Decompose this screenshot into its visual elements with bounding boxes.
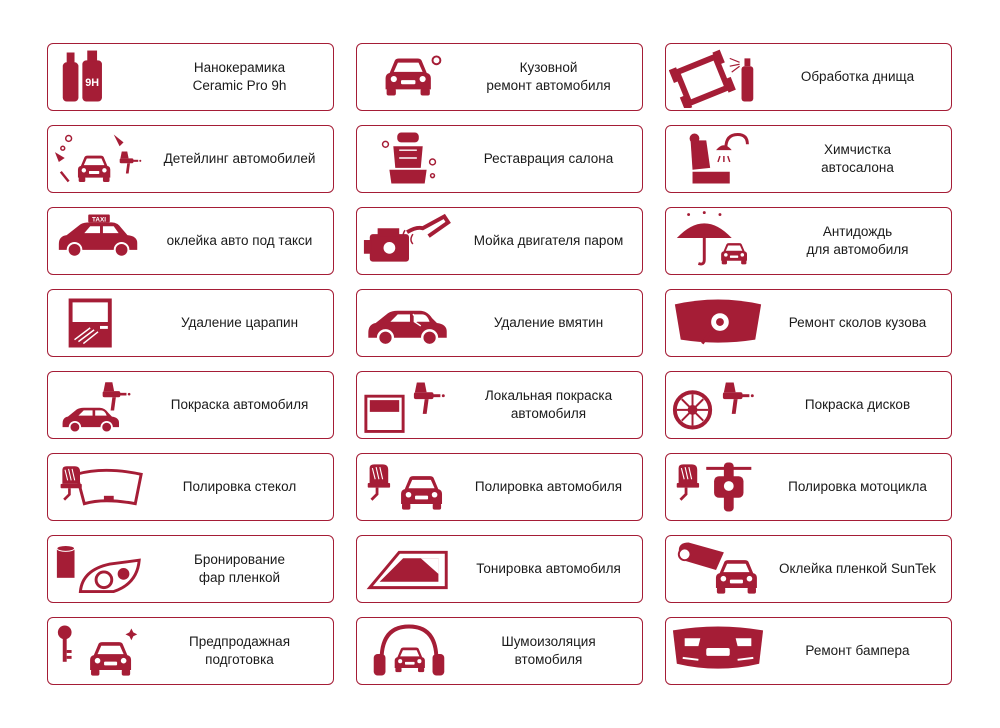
service-label: Мойка двигателя паром (473, 233, 624, 248)
service-card[interactable] (356, 453, 643, 521)
service-label: Обработка днища (800, 69, 915, 84)
service-card[interactable] (665, 535, 952, 603)
service-card[interactable] (47, 43, 334, 111)
service-card[interactable] (665, 289, 952, 357)
scratched-door-icon (48, 290, 152, 356)
service-label: Ремонт бампера (805, 643, 910, 658)
service-label: Химчистка автосалона (821, 142, 894, 175)
svg-text:TAXI: TAXI (92, 216, 107, 224)
service-card[interactable] (47, 371, 334, 439)
service-label: Покраска дисков (804, 397, 911, 412)
service-card[interactable] (665, 453, 952, 521)
service-label: Детейлинг автомобилей (163, 151, 316, 166)
service-label: Шумоизоляция втомобиля (501, 634, 596, 667)
service-card[interactable] (47, 207, 334, 275)
seat-shower-icon (666, 126, 770, 192)
spray-gun-door-icon (357, 372, 461, 438)
services-grid (47, 43, 952, 685)
service-card[interactable] (356, 43, 643, 111)
service-label: оклейка авто под такси (166, 233, 313, 248)
service-card[interactable] (356, 617, 643, 685)
service-card[interactable] (356, 125, 643, 193)
car-keys-icon (48, 618, 152, 684)
polisher-car-icon (357, 454, 461, 520)
service-label: Антидождь для автомобиля (806, 224, 909, 257)
car-seat-icon (357, 126, 461, 192)
service-label: Оклейка пленкой SunTek (779, 561, 936, 576)
service-label: Полировка стекол (182, 479, 297, 494)
hood-magnifier-icon (666, 290, 770, 356)
polisher-motorcycle-icon (666, 454, 770, 520)
service-card[interactable] (356, 535, 643, 603)
service-label: Полировка автомобиля (474, 479, 623, 494)
service-label: Полировка мотоцикла (788, 479, 927, 494)
underbody-spray-icon (666, 44, 770, 110)
service-label: Нанокерамика Ceramic Pro 9h (192, 60, 287, 93)
film-roll-car-icon (666, 536, 770, 602)
service-label: Удаление вмятин (493, 315, 604, 330)
dented-car-icon (357, 290, 461, 356)
bumper-icon (666, 618, 770, 684)
service-label: Реставрация салона (483, 151, 614, 166)
spray-gun-car-icon (48, 372, 152, 438)
umbrella-car-icon (666, 208, 770, 274)
service-label: Покраска автомобиля (170, 397, 309, 412)
spray-gun-wheel-icon (666, 372, 770, 438)
detailing-car-icon (48, 126, 152, 192)
service-card[interactable] (665, 207, 952, 275)
service-card[interactable] (665, 617, 952, 685)
service-card[interactable] (47, 617, 334, 685)
polisher-windshield-icon (48, 454, 152, 520)
service-label: Ремонт сколов кузова (788, 315, 927, 330)
service-card[interactable] (47, 453, 334, 521)
service-card[interactable] (47, 289, 334, 357)
service-card[interactable] (665, 125, 952, 193)
headlight-film-icon (48, 536, 152, 602)
service-label: Локальная покраска автомобиля (484, 388, 613, 421)
engine-steam-icon (357, 208, 461, 274)
ceramic-bottles-icon (48, 44, 152, 110)
service-card[interactable] (356, 207, 643, 275)
svg-text:9H: 9H (85, 76, 100, 89)
service-label: Кузовной ремонт автомобиля (486, 60, 611, 93)
service-card[interactable] (47, 535, 334, 603)
service-card[interactable] (665, 371, 952, 439)
damaged-car-icon (357, 44, 461, 110)
service-label: Удаление царапин (180, 315, 299, 330)
tinted-window-icon (357, 536, 461, 602)
service-label: Тонировка автомобиля (476, 561, 621, 576)
headphones-car-icon (357, 618, 461, 684)
service-label: Предпродажная подготовка (188, 634, 291, 667)
service-label: Бронирование фар пленкой (194, 552, 285, 585)
service-card[interactable] (47, 125, 334, 193)
service-card[interactable] (356, 371, 643, 439)
taxi-car-icon (48, 208, 152, 274)
service-card[interactable] (356, 289, 643, 357)
service-card[interactable] (665, 43, 952, 111)
